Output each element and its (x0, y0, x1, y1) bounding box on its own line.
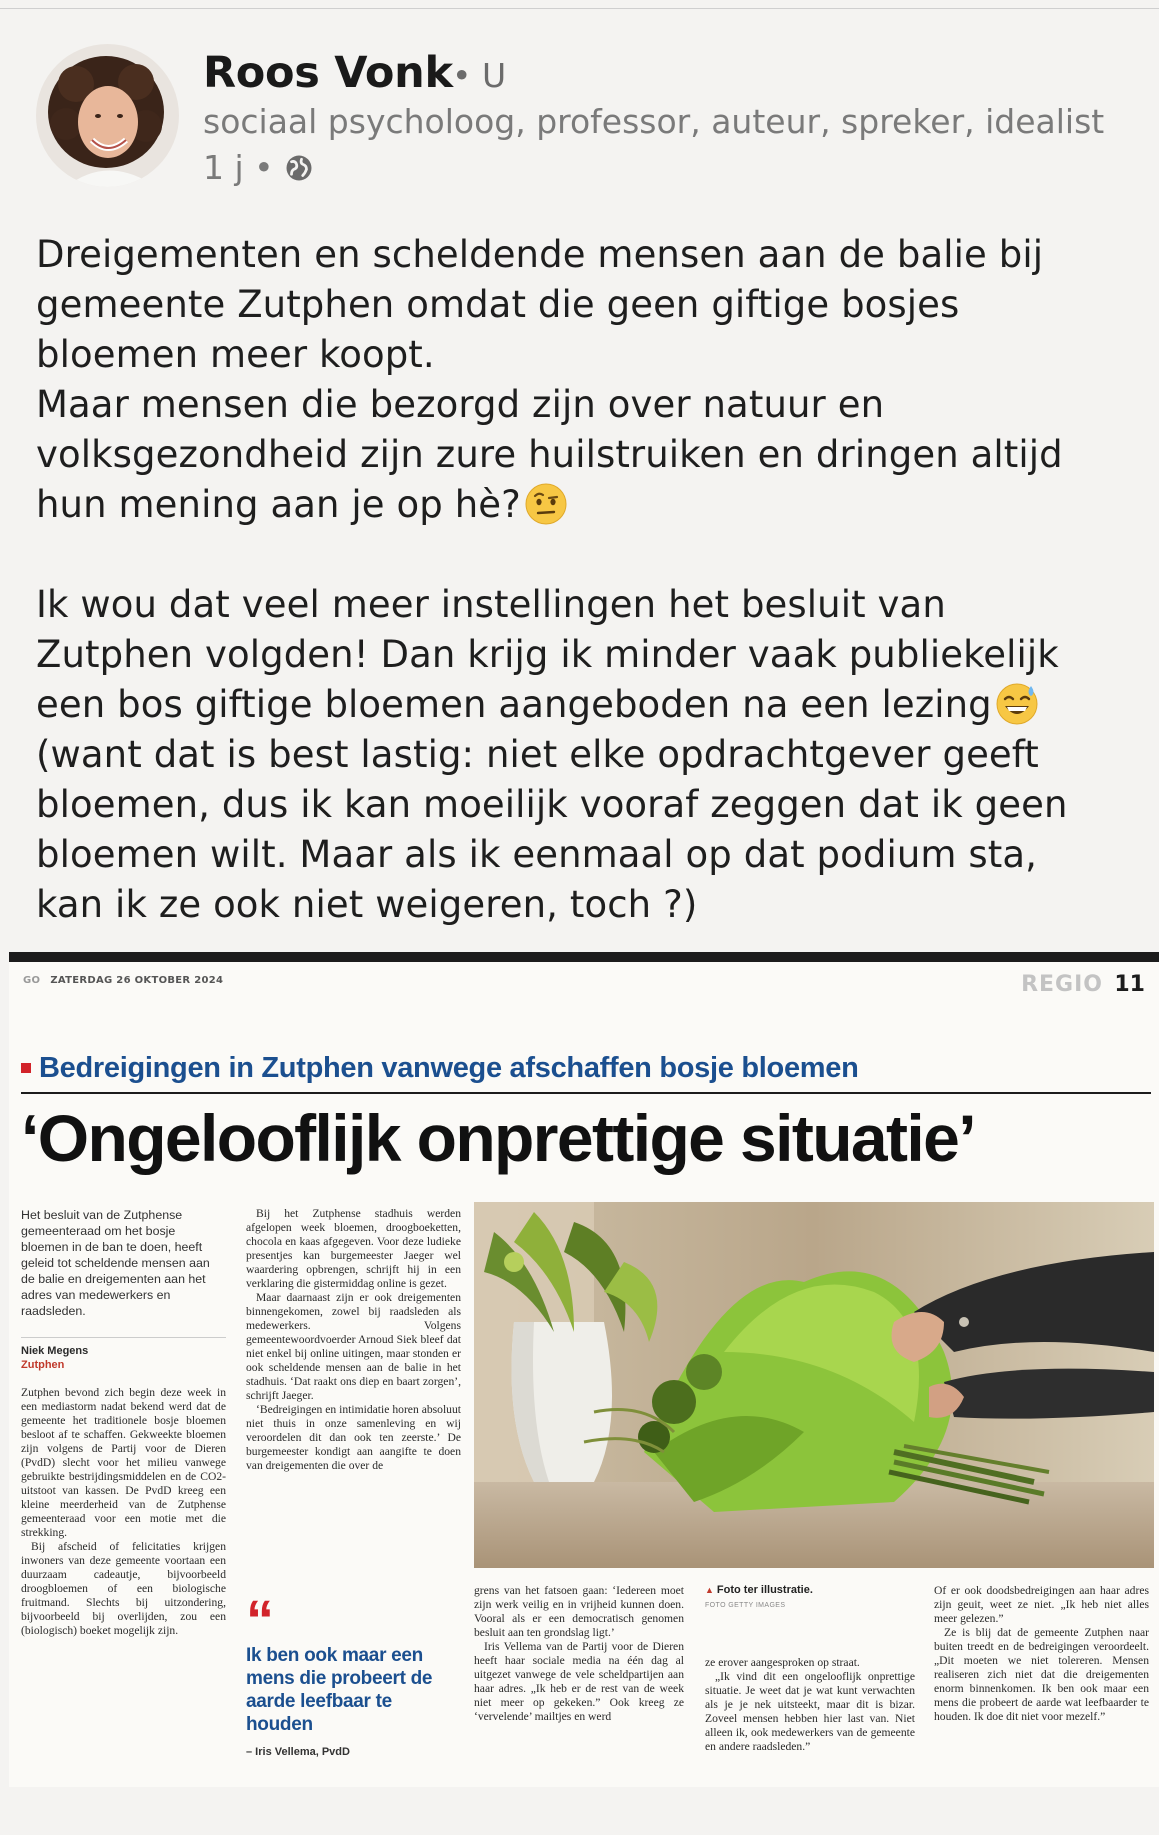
pull-quote (246, 1588, 461, 1758)
newspaper-clipping-image[interactable] (9, 952, 1159, 1787)
kicker-divider (21, 1092, 1151, 1094)
article-paragraph: grens van het fatsoen gaan: ‘Iedereen moet zijn werk veilig en in vrijheid kunnen doen. Vooral als er een democratisch genomen besluit aan ten grondslag ligt.’ (474, 1584, 684, 1639)
post-meta (203, 148, 314, 187)
post-line-with-emoji (36, 480, 1136, 530)
byline-name: Niek Megens (21, 1337, 226, 1358)
article-lead: Het besluit van de Zutphense gemeenteraad om het bosje bloemen in de ban te doen, heeft geleid tot scheldende mensen aan de balie en dreigementen aan het adres van medewerkers en raadsleden. (21, 1208, 210, 1318)
newspaper-date: GO ZATERDAG 26 OKTOBER 2024 (23, 975, 224, 986)
photo-credit: FOTO GETTY IMAGES (705, 1602, 786, 1609)
article-column-1 (21, 1207, 226, 1638)
post-line: een bos giftige bloemen aangeboden na een lezing (36, 683, 992, 726)
photo-caption: ▲ Foto ter illustratie. (705, 1584, 813, 1596)
article-paragraph: Of er ook doodsbedreigingen aan haar adres zijn geuit, weet ze niet. „Ik heb niet alles meer gelezen.” (934, 1584, 1149, 1625)
post-line: bloemen wilt. Maar als ik eenmaal op dat podium sta, (36, 833, 1038, 876)
author-headline: sociaal psycholoog, professor, auteur, spreker, idealist (203, 102, 1105, 141)
connection-degree: • U (452, 56, 507, 95)
post-line: Ik wou dat veel meer instellingen het besluit van (36, 583, 946, 626)
article-kicker: Bedreigingen in Zutphen vanwege afschaffen bosje bloemen (21, 1052, 859, 1085)
article-column-4 (705, 1656, 915, 1754)
post-line: bloemen meer koopt. (36, 333, 435, 376)
newspaper-section: REGIO (1021, 972, 1103, 997)
post-line: Zutphen volgden! Dan krijg ik minder vaak publiekelijk (36, 633, 1059, 676)
quote-text: Ik ben ook maar een mens die probeert de aarde leefbaar te houden (246, 1645, 433, 1735)
quote-mark-icon: “ (246, 1588, 274, 1651)
article-paragraph: „Ik vind dit een ongelooflijk onprettige situatie. Je weet dat je wat kunt verwachten als je je nek uitsteekt, maar dit is bizar. Zoveel mensen hebben hier last van. Niet alleen ik, ook medewerkers van de gemeente en andere raadsleden.” (705, 1670, 915, 1753)
kicker-square-icon (21, 1063, 31, 1073)
post-line: kan ik ze ook niet weigeren, toch ?) (36, 883, 698, 926)
caption-triangle-icon: ▲ (705, 1585, 714, 1595)
post-line: (want dat is best lastig: niet elke opdrachtgever geeft (36, 733, 1039, 776)
author-name[interactable]: Roos Vonk (203, 48, 453, 98)
post-line: bloemen, dus ik kan moeilijk vooraf zeggen dat ik geen (36, 783, 1068, 826)
paragraph-gap (36, 530, 1136, 580)
article-paragraph: ze erover aangesproken op straat. (705, 1656, 860, 1669)
post-line-with-emoji (36, 680, 1136, 730)
face-with-raised-eyebrow-icon (524, 482, 568, 526)
post-body (36, 230, 1136, 930)
globe-icon (284, 153, 314, 183)
article-paragraph: ‘Bedreigingen en intimidatie horen absoluut niet thuis in onze samenleving en wij veroordelen dit dan ook ten zeerste.’ De burgemeester kondigt aan aangifte te doen van dreigementen die over de (246, 1403, 461, 1472)
article-paragraph: Bij afscheid of felicitaties krijgen inwoners van deze gemeente voortaan een duurzaam cadeautje, bijvoorbeeld droogbloemen of een biologische fruitmand. Slechts bij uitzondering, bijvoorbeeld bij overlijden, zou een (biologisch) boeket mogelijk zijn. (21, 1540, 226, 1637)
post-line: Maar mensen die bezorgd zijn over natuur en (36, 383, 885, 426)
article-column-5 (934, 1584, 1149, 1724)
article-paragraph: Iris Vellema van de Partij voor de Dieren heeft haar sociale media na één dag al uitgezet vanwege de vele scheldpartijen aan haar adres. „Ik heb er de rest van de week niet meer op gekeken.” Ook kreeg ze ‘vervelende’ mailtjes en werd (474, 1640, 684, 1723)
post-line: hun mening aan je op hè? (36, 483, 521, 526)
top-divider (0, 8, 1159, 9)
newspaper-page-number: 11 (1114, 972, 1145, 997)
post-line: gemeente Zutphen omdat die geen giftige bosjes (36, 283, 960, 326)
article-paragraph: Bij het Zutphense stadhuis werden afgelopen week bloemen, droogboeketten, chocola en kaas afgegeven. Voor deze ludieke presentjes kan burgemeester Jaeger wel waardering opbrengen, schrijft hij in een verklaring die gistermiddag online is gezet. (246, 1207, 461, 1290)
article-column-2 (246, 1207, 461, 1473)
article-column-3 (474, 1584, 684, 1724)
post-line: volksgezondheid zijn zure huilstruiken en dringen altijd (36, 433, 1063, 476)
author-avatar[interactable] (36, 44, 179, 187)
grinning-face-with-sweat-icon (995, 682, 1039, 726)
post-timestamp: 1 j • (203, 148, 274, 187)
article-title: ‘Ongelooflijk onprettige situatie’ (21, 1101, 976, 1175)
byline-place: Zutphen (21, 1359, 65, 1371)
post-line: Dreigementen en scheldende mensen aan de balie bij (36, 233, 1044, 276)
article-paragraph: Maar daarnaast zijn er ook dreigementen binnengekomen, zowel bij raadsleden als medewerkers. Volgens gemeentewoordvoerder Arnoud Siek bleef dat niet enkel bij online uitingen, maar stonden er ook scheldende mensen aan de balie in het stadhuis. ‘Dat raakt ons diep en baart zorgen’, schrijft Jaeger. (246, 1291, 461, 1402)
article-paragraph: Ze is blij dat de gemeente Zutphen naar buiten treedt en de bedreigingen veroordeelt. „Dit moeten we niet tolereren. Mensen realiseren zich niet dat die dreigementen enorm binnenkomen. Ik ben ook maar een mens die probeert de aarde wat leefbaarder te houden. Ik doe dit niet voor mezelf.” (934, 1626, 1149, 1723)
quote-source: – Iris Vellema, PvdD (246, 1746, 350, 1758)
flowers-photo (474, 1202, 1154, 1568)
article-paragraph: Zutphen bevond zich begin deze week in een mediastorm nadat bekend werd dat de gemeente het traditionele bosje bloemen besloot af te schaffen. Gekweekte bloemen zijn volgens de Partij voor de Dieren (PvdD) slecht voor het milieu vanwege gebruikte bestrijdingsmiddelen en de CO2-uitstoot van kassen. De PvdD kreeg een kleine meerderheid van de Zutphense gemeenteraad voor een motie met die strekking. (21, 1386, 226, 1539)
